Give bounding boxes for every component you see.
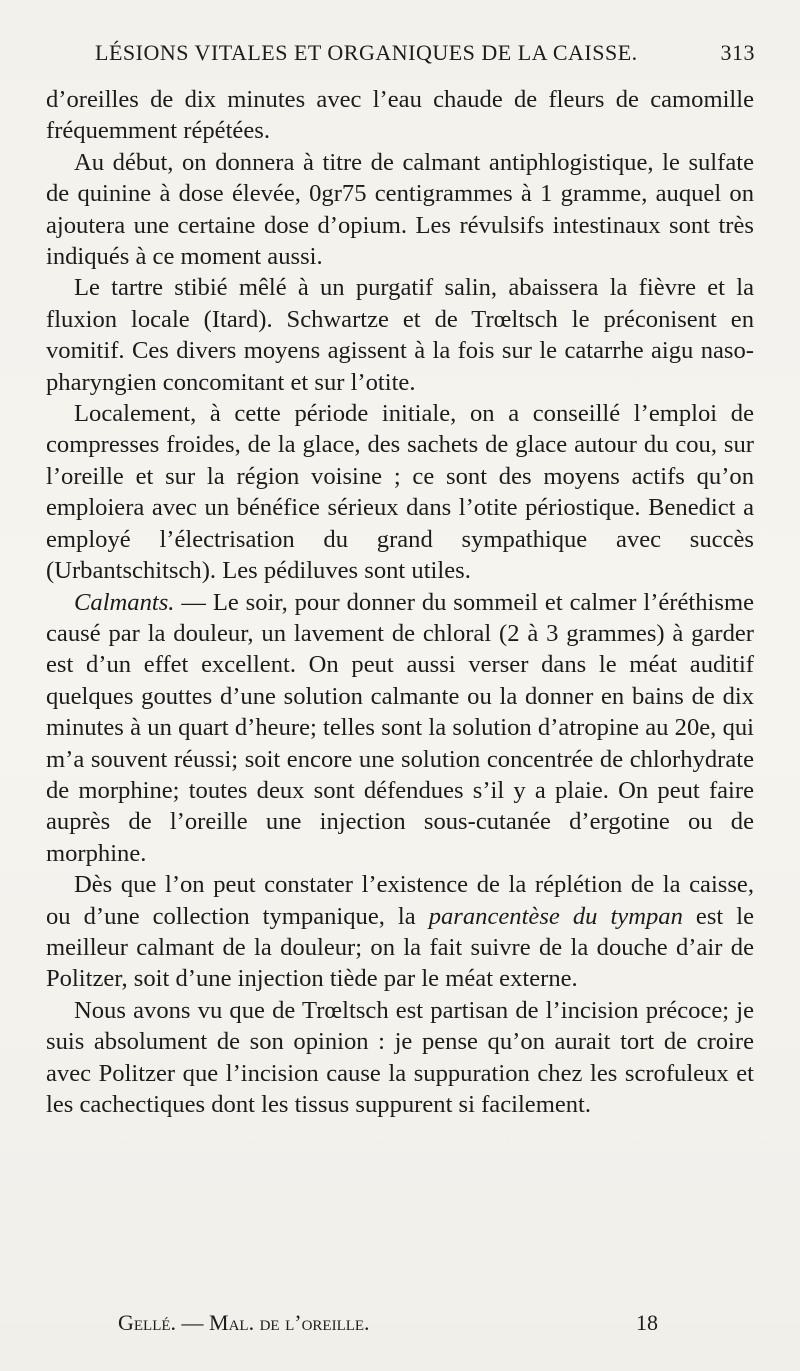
repletion-italic: parancentèse du tympan bbox=[428, 902, 683, 930]
paragraph-repletion bbox=[46, 869, 754, 995]
paragraph-3: Le tartre stibié mêlé à un purgatif salin, abaissera la fièvre et la fluxion locale (Itard). Schwartze et de Trœltsch le préconisent en vomitif. Ces divers moyens agissent à la fois sur le catarrhe aigu naso-pharyngien concomitant et sur l’otite. bbox=[46, 274, 754, 396]
signature-mark: 18 bbox=[636, 1310, 658, 1335]
paragraph-4: Localement, à cette période initiale, on a conseillé l’emploi de compresses froides, de la glace, des sachets de glace autour du cou, sur l’oreille et sur la région voisine ; ce sont des moyens actifs qu’on emploiera avec un bénéfice sérieux dans l’otite périostique. Benedict a employé l’électrisation du grand sympathique avec succès (Urbantschitsch). Les pédiluves sont utiles. bbox=[46, 400, 754, 585]
page-body bbox=[46, 84, 754, 1120]
calmants-label: Calmants. bbox=[74, 588, 175, 616]
footer-author: Gellé. — Mal. de l’oreille. bbox=[118, 1310, 370, 1335]
page-number: 313 bbox=[720, 40, 755, 65]
paragraph-1: d’oreilles de dix minutes avec l’eau chaude de fleurs de camomille fréquemment répétées. bbox=[46, 86, 754, 145]
paragraph-2: Au début, on donnera à titre de calmant antiphlogistique, le sulfate de quinine à dose élevée, 0gr75 centigrammes à 1 gramme, auquel on ajoutera une certaine dose d’opium. Les révulsifs intestinaux sont très indiqués à ce moment aussi. bbox=[46, 148, 754, 271]
paragraph-calmants bbox=[46, 587, 754, 870]
running-title: LÉSIONS VITALES ET ORGANIQUES DE LA CAISSE. bbox=[95, 40, 638, 65]
running-header bbox=[95, 40, 755, 76]
repletion-before: Dès que l’on peut constater l’existence de la réplétion de la caisse, ou d’une collection tympanique, la bbox=[46, 871, 754, 930]
page-footer bbox=[118, 1310, 658, 1342]
paragraph-last: Nous avons vu que de Trœltsch est partisan de l’incision précoce; je suis absolument de son opinion : je pense qu’on aurait tort de croire avec Politzer que l’incision cause la suppuration chez les scrofuleux et les cachectiques dont les tissus suppurent si facilement. bbox=[46, 996, 754, 1118]
repletion-after: est le meilleur calmant de la douleur; on la fait suivre de la douche d’air de Politzer, soit d’une injection tiède par le méat externe. bbox=[46, 902, 754, 993]
calmants-text: — Le soir, pour donner du sommeil et calmer l’éréthisme causé par la douleur, un lavement de chloral (2 à 3 grammes) à garder est d’un effet excellent. On peut aussi verser dans le méat auditif quelques gouttes d’une solution calmante ou la donner en bains de dix minutes à un quart d’heure; telles sont la solution d’atropine au 20e, qui m’a souvent réussi; soit encore une solution concentrée de chlorhydrate de morphine; toutes deux sont défendues s’il y a plaie. On peut faire auprès de l’oreille une injection sous-cutanée d’ergotine ou de morphine. bbox=[46, 588, 754, 867]
